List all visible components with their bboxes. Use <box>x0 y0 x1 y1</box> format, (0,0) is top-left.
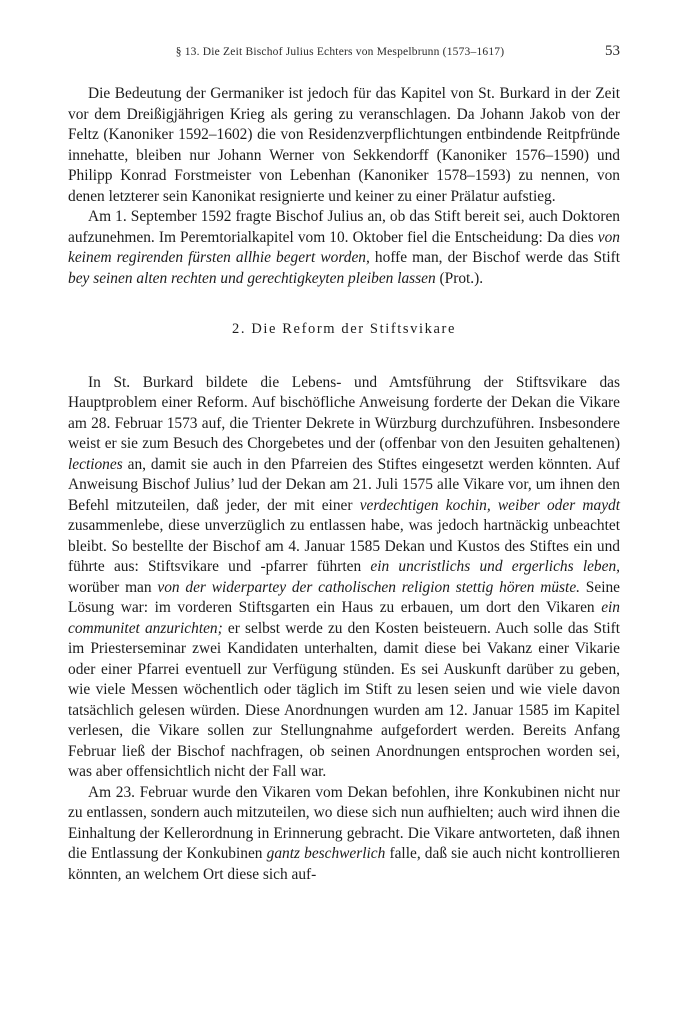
page-number: 53 <box>605 43 620 59</box>
paragraph-konkubinen <box>68 783 620 886</box>
text-run: Am 1. September 1592 fragte Bischof Julius an, ob das Stift bereit sei, auch Doktoren aufzunehmen. Im Peremtorialkapitel vom 10. Oktober fiel die Entscheidung: Da dies <box>68 208 620 246</box>
text-run: worüber man <box>68 578 158 596</box>
text-run: Seine Lösung war: im vorderen Stiftsgarten ein Haus zu erbauen, um dort den Vikaren <box>68 578 621 616</box>
text-run: Am 23. Februar wurde den Vikaren vom Dekan befohlen, ihre Konkubinen nicht nur zu entlassen, sondern auch mitzuteilen, wo diese sich nun aufhielten; auch wird ihnen die Einhaltung der Kellerordnung in Erinnerung gebracht. Die Vikare antworteten, daß ihnen die Entlassung der Konkubinen <box>68 783 620 862</box>
text-run: (Prot.). <box>435 269 484 287</box>
source-quote: von der widerpartey der catholischen religion stettig hören müste. <box>157 578 581 596</box>
text-run: In St. Burkard bildete die Lebens- und Amtsführung der Stiftsvikare das Hauptproblem einer Reform. Auf bischöfliche Anweisung forderte der Dekan die Vikare am 28. Februar 1573 auf, die Trienter Dekrete in Würzburg durchzuführen. Insbesondere weist er sie zum Besuch des Chorgebetes und der (offenbar von den Jesuiten gehaltenen) <box>68 373 620 452</box>
source-quote: von keinem regirenden fürsten allhie begert worden, <box>68 228 620 266</box>
source-quote: lectiones <box>68 455 123 473</box>
source-quote: ein uncristlichs und ergerlichs leben, <box>370 558 620 575</box>
text-run: er selbst werde zu den Kosten beisteuern. Auch solle das Stift im Priesterseminar zwei Kandidaten unterhalten, damit diese bei Vakanz einer Vikarie oder einer Pfarrei eventuell zur Verfügung stünden. Es sei Auskunft darüber zu geben, wie viele Messen wöchentlich oder täglich im Stift zu lesen seien und wie viele davon tatsächlich gelesen würden. Diese Anordnungen wurden am 12. Januar 1585 im Kapitel verlesen, die Vikare sollen zur Stellungnahme aufgefordert werden. Bereits Anfang Februar ließ der Bischof nachfragen, ob seinen Anordnungen entsprochen worden sei, was aber offensichtlich nicht der Fall war. <box>68 619 620 780</box>
text-run: an, damit sie auch in den Pfarreien des Stiftes eingesetzt werden könnten. Auf Anweisung Bischof Julius’ lud der Dekan am 21. Juli 1575 alle Vikare vor, um ihnen den Befehl mitzuteilen, daß jeder, der mit einer <box>68 455 620 514</box>
source-quote: ein communitet anzurichten; <box>68 599 620 637</box>
body-text <box>68 84 620 885</box>
running-head: § 13. Die Zeit Bischof Julius Echters von Mespelbrunn (1573–1617) <box>175 46 505 58</box>
source-quote: bey seinen alten rechten und gerechtigkeyten pleiben lassen <box>68 269 436 287</box>
text-run: hoffe man, der Bischof werde das Stift <box>369 249 620 266</box>
text-run: zusammenlebe, diese unverzüglich zu entlassen habe, was jedoch hartnäckig unbeachtet bleibt. So bestellte der Bischof am 4. Januar 1585 Dekan und Kustos des Stiftes ein und führte aus: Stiftsvikare und -pfarrer führten <box>68 517 620 575</box>
paragraph-reform <box>68 373 620 783</box>
source-quote: verdechtigen kochin, weiber oder maydt <box>359 496 620 514</box>
section-heading: 2. Die Reform der Stiftsvikare <box>232 321 456 337</box>
source-quote: gantz beschwerlich <box>266 845 386 862</box>
text-run: falle, daß sie auch nicht kontrollieren könnten, an welchem Ort diese sich auf- <box>68 845 620 883</box>
paragraph-doktoren <box>68 207 620 289</box>
paragraph-germaniker: Die Bedeutung der Germaniker ist jedoch für das Kapitel von St. Burkard in der Zeit vor dem Dreißigjährigen Krieg als gering zu veranschlagen. Da Johann Jakob von der Feltz (Kanoniker 1592–1602) die von Residenzverpflichtungen entbindende Reitpfründe innehatte, bleiben nur Johann Werner von Sekkendorff (Kanoniker 1576–1590) und Philipp Konrad Forstmeister von Lebenhan (Kanoniker 1578–1593) zu nennen, von denen letzterer sein Kanonikat resignierte und keiner zu einer Prälatur aufstieg. <box>68 85 620 205</box>
